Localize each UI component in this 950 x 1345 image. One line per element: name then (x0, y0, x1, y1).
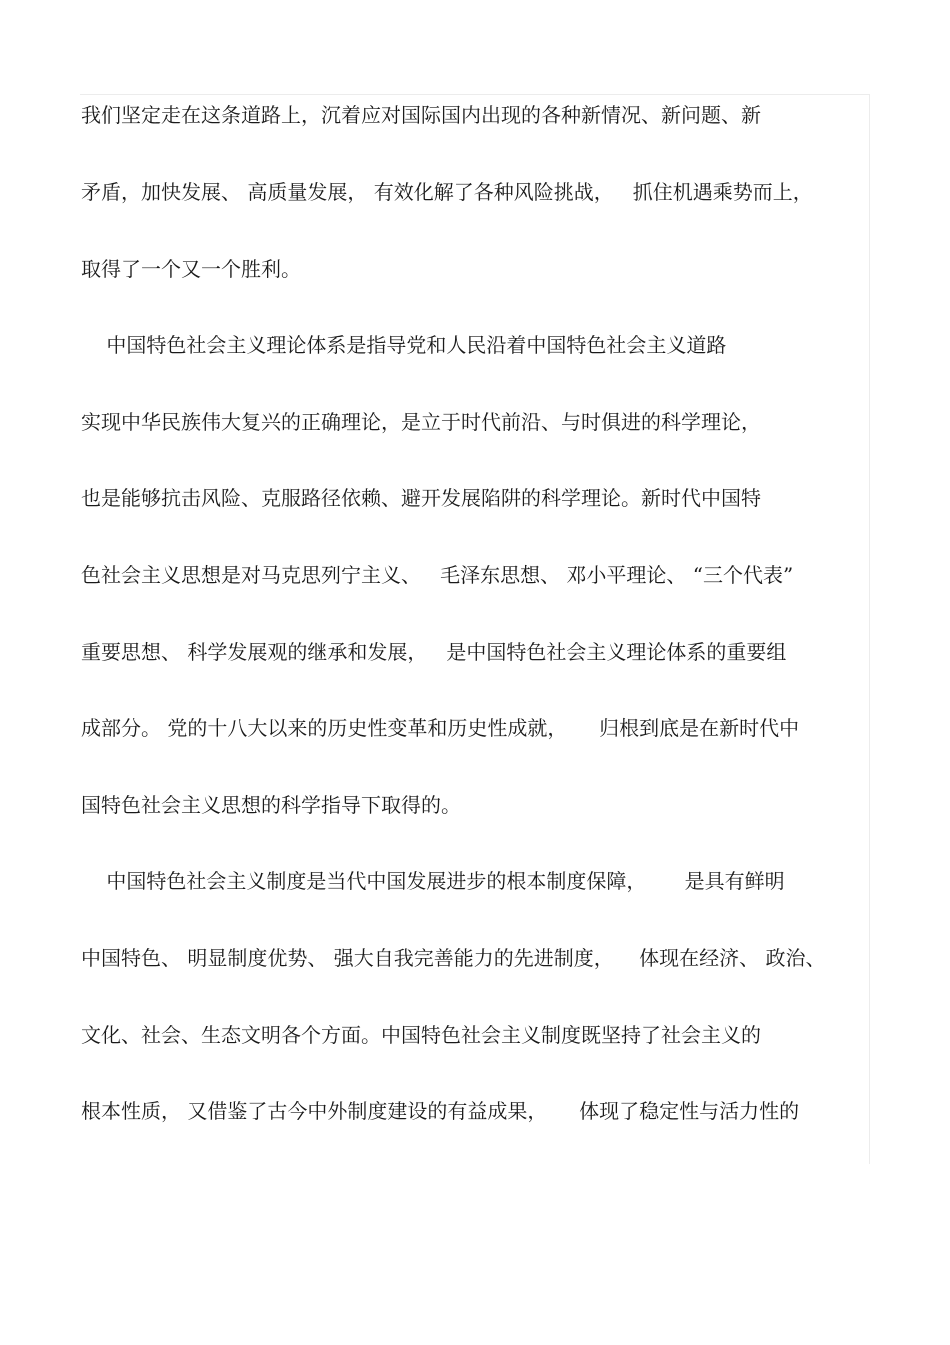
text-line-13: 文化、社会、生态文明各个方面。中国特色社会主义制度既坚持了社会主义的 (81, 1023, 761, 1047)
text-line-2: 矛盾，加快发展、 高质量发展， 有效化解了各种风险挑战， 抓住机遇乘势而上， (81, 180, 813, 204)
text-line-3: 取得了一个又一个胜利。 (81, 257, 301, 281)
text-line-10: 国特色社会主义思想的科学指导下取得的。 (81, 793, 461, 817)
page-border-top (80, 94, 870, 95)
text-line-7: 色社会主义思想是对马克思列宁主义、 毛泽东思想、 邓小平理论、 “三个代表” (81, 563, 794, 587)
text-line-9: 成部分。 党的十八大以来的历史性变革和历史性成就， 归根到底是在新时代中 (81, 716, 800, 740)
text-line-1: 我们坚定走在这条道路上，沉着应对国际国内出现的各种新情况、新问题、新 (81, 103, 761, 127)
text-line-5: 实现中华民族伟大复兴的正确理论，是立于时代前沿、与时俱进的科学理论， (81, 410, 761, 434)
text-line-14: 根本性质， 又借鉴了古今中外制度建设的有益成果， 体现了稳定性与活力性的 (81, 1099, 800, 1123)
page-border-right (869, 94, 870, 1164)
text-line-4: 中国特色社会主义理论体系是指导党和人民沿着中国特色社会主义道路 (81, 333, 727, 357)
text-line-6: 也是能够抗击风险、克服路径依赖、避开发展陷阱的科学理论。新时代中国特 (81, 486, 761, 510)
text-line-11: 中国特色社会主义制度是当代中国发展进步的根本制度保障， 是具有鲜明 (81, 869, 785, 893)
text-line-8: 重要思想、 科学发展观的继承和发展， 是中国特色社会主义理论体系的重要组 (81, 640, 787, 664)
text-line-12: 中国特色、 明显制度优势、 强大自我完善能力的先进制度， 体现在经济、 政治、 (81, 946, 826, 970)
